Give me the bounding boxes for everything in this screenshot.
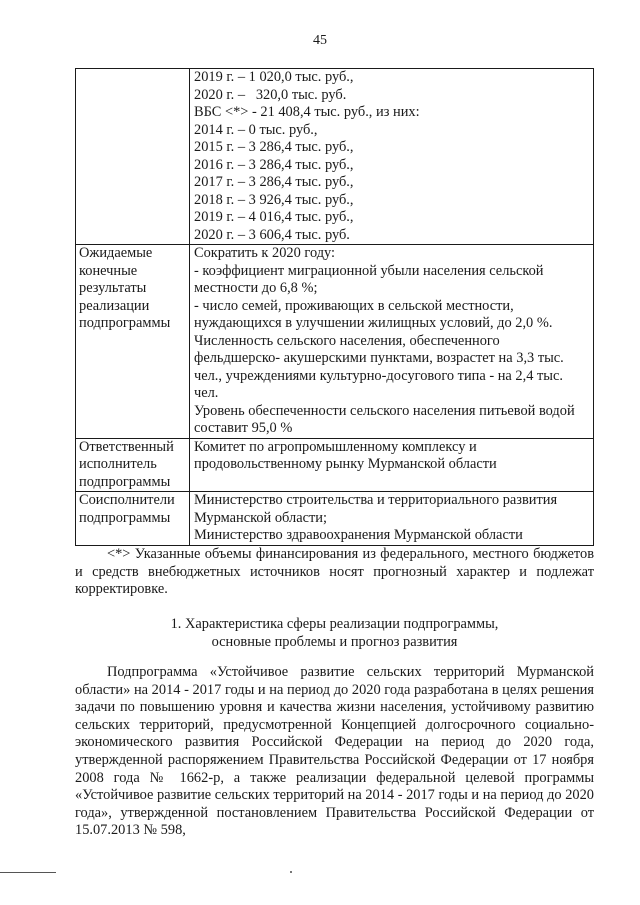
funding-line: 2019 г. – 4 016,4 тыс. руб., — [194, 209, 354, 225]
table-cell-label: Соисполнители подпрограммы — [76, 492, 190, 546]
funding-cell — [190, 69, 594, 245]
table-row-responsible-executor — [76, 438, 594, 492]
results-item: - число семей, проживающих в сельской местности, нуждающихся в улучшении жилищных условий, до 2,0 %. — [194, 297, 553, 331]
results-item: - коэффициент миграционной убыли населения сельской местности до 6,8 %; — [194, 262, 544, 296]
results-item: Сократить к 2020 году: — [194, 245, 336, 261]
table-cell-label: Ожидаемые конечные результаты реализации подпрограммы — [76, 245, 190, 439]
funding-line: 2016 г. – 3 286,4 тыс. руб., — [194, 156, 354, 173]
co-executor-item: Министерство строительства и территориального развития Мурманской области; — [194, 492, 558, 526]
funding-line: 2019 г. – 1 020,0 тыс. руб., — [194, 69, 354, 85]
section-heading-line: основные проблемы и прогноз развития — [211, 634, 458, 650]
results-item: Уровень обеспеченности сельского населения питьевой водой составит 95,0 % — [194, 402, 575, 436]
funding-line: 2014 г. – 0 тыс. руб., — [194, 121, 318, 138]
body-paragraph: Подпрограмма «Устойчивое развитие сельских территорий Мурманской области» на 2014 - 2017 годы и на период до 2020 года разработана в целях решения задачи по повышению уровня и качества жизни населения, устойчивому развитию сельских территорий, предусмотренной Концепцией долгосрочного социально-экономического развития Российской Федерации на период до 2020 года, утвержденной распоряжением Правительства Российской Федерации от 17 ноября 2008 года № 1662-р, а также реализации федеральной целевой программы «Устойчивое развитие сельских территорий на 2014 - 2017 годы и на период до 2020 года», утвержденной постановлением Правительства Российской Федерации от 15.07.2013 № 598, — [75, 664, 594, 839]
co-executor-item: Министерство здравоохранения Мурманской области — [194, 527, 523, 543]
funding-line: 2015 г. – 3 286,4 тыс. руб., — [194, 139, 354, 155]
table-cell-content — [190, 245, 594, 439]
funding-line: ВБС <*> - 21 408,4 тыс. руб., из них: — [194, 104, 420, 120]
section-heading — [75, 615, 594, 651]
footnote: <*> Указанные объемы финансирования из федерального, местного бюджетов и средств внебюджетных источников носят прогнозный характер и подлежат корректировке. — [75, 546, 594, 597]
table-cell-content — [190, 492, 594, 546]
responsible-executor-text: Комитет по агропромышленному комплексу и продовольственному рынку Мурманской области — [194, 438, 497, 472]
funding-line: 2018 г. – 3 926,4 тыс. руб., — [194, 191, 354, 208]
table-cell-label: Ответственный исполнитель подпрограммы — [76, 438, 190, 492]
section-heading-line: 1. Характеристика сферы реализации подпрограммы, — [170, 616, 499, 632]
results-item: Численность сельского населения, обеспеченного фельдшерско- акушерскими пунктами, возрастет на 3,3 тыс. чел., учреждениями культурно-досугового типа - на 2,4 тыс. чел. — [194, 332, 564, 401]
table-row-funding — [76, 69, 594, 245]
funding-line: 2020 г. – 3 606,4 тыс. руб. — [194, 226, 350, 243]
page-number: 45 — [313, 33, 327, 48]
scan-dot — [290, 871, 292, 873]
funding-line: 2020 г. – 320,0 тыс. руб. — [194, 86, 347, 103]
table-cell-content — [190, 438, 594, 492]
subprogram-passport-table — [75, 68, 594, 546]
page-footer-rule — [0, 872, 56, 873]
funding-line: 2017 г. – 3 286,4 тыс. руб., — [194, 174, 354, 190]
table-cell-label-empty — [76, 69, 190, 245]
table-row-co-executors — [76, 492, 594, 546]
table-row-expected-results — [76, 245, 594, 439]
